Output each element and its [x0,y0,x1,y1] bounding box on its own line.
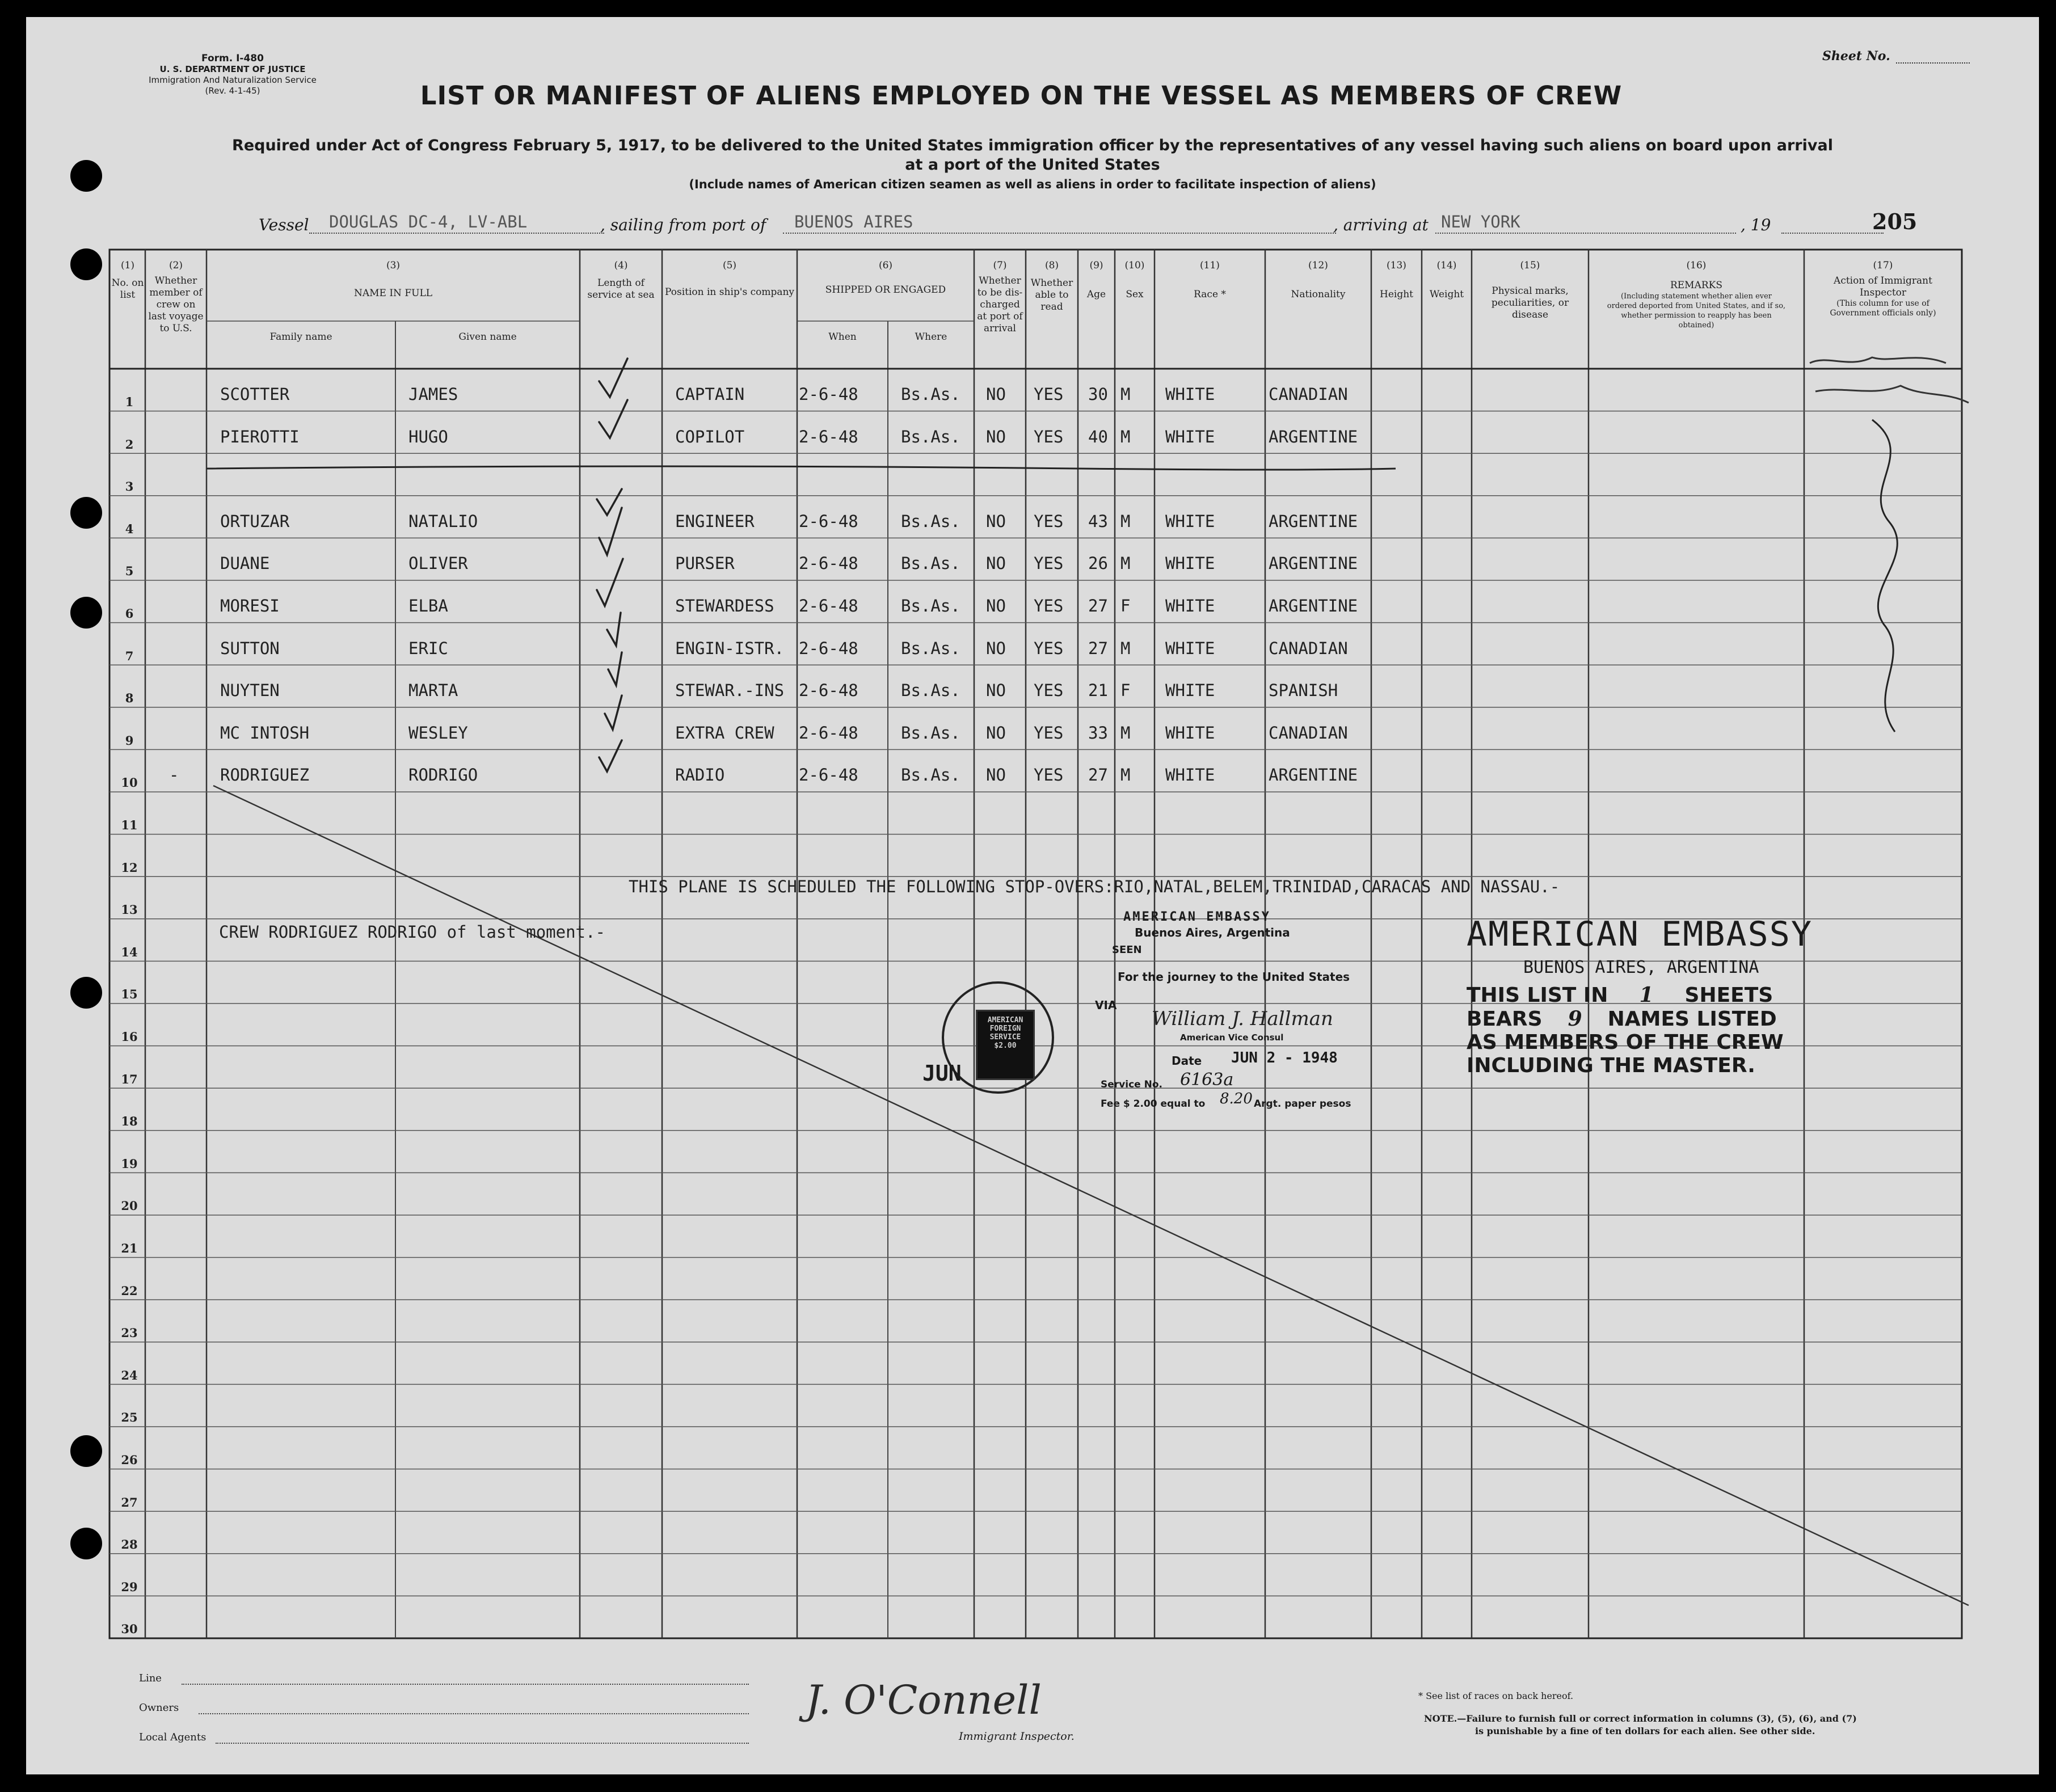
crew-family-name: DUANE [220,554,270,574]
vessel-label: Vessel [259,216,309,234]
visa-stamp-line-2: Buenos Aires, Argentina [1135,926,1290,939]
row-number: 22 [121,1283,138,1298]
subtitle-line-2: at a port of the United States [905,156,1160,174]
row-number: 6 [125,606,134,621]
crew-shipped-when: 2-6-48 [799,638,858,658]
crew-sex: M [1120,723,1131,743]
crew-discharged: NO [986,638,1006,658]
crew-shipped-when: 2-6-48 [799,385,858,404]
row-number: 1 [125,395,134,409]
form-dept: U. S. DEPARTMENT OF JUSTICE [159,64,306,74]
crew-nationality: ARGENTINE [1269,427,1358,446]
crew-family-name: MORESI [220,596,280,615]
footer-owners-label: Owners [139,1702,179,1714]
col-9-number: (9) [1089,260,1103,271]
crew-nationality: ARGENTINE [1269,765,1358,785]
col-15-header [1473,260,1587,321]
visa-fee: Fee $ 2.00 equal to [1101,1098,1206,1110]
footer-line-label: Line [139,1672,162,1684]
visa-fee-tail: Argt. paper pesos [1254,1098,1351,1110]
visa-stamp-line-3: SEEN [1112,944,1142,956]
row-number: 7 [125,648,134,663]
row-number: 29 [121,1579,138,1594]
crew-able-to-read: YES [1034,427,1064,446]
vessel-value: DOUGLAS DC-4, LV-ABL [329,212,528,231]
crew-race: WHITE [1165,638,1215,658]
embassy-stamp-line-4a: BEARS [1467,1007,1543,1031]
crew-age: 33 [1088,723,1108,743]
col-3-header [207,260,580,300]
col-3a-header: Family name [269,331,332,343]
col-8-label: Whether able to read [1030,277,1073,313]
col-16-sublabel: (Including statement whether alien ever ordered deported from United States, and if so, whether permission to reapply has been obtained) [1607,292,1786,330]
crew-shipped-where: Bs.As. [901,681,960,701]
stamp-number: 205 [1872,209,1918,234]
embassy-stamp-line-1: AMERICAN EMBASSY [1467,914,1813,954]
page-title: LIST OR MANIFEST OF ALIENS EMPLOYED ON THE VESSEL AS MEMBERS OF CREW [420,81,1623,111]
crew-sex: M [1120,427,1131,446]
footer-agents-rule [216,1743,749,1744]
row-number: 3 [125,479,134,494]
visa-signer: William J. Hallman [1152,1007,1333,1030]
crew-discharged: NO [986,681,1006,701]
crew-position: EXTRA CREW [675,723,774,743]
col-14-number: (14) [1436,260,1457,271]
crew-position: STEWAR.-INS [675,681,785,701]
crew-sex: M [1120,765,1131,785]
row-number: 8 [125,691,134,706]
col-6a-header: When [828,331,857,343]
crew-able-to-read: YES [1034,385,1064,404]
form-service: Immigration And Naturalization Service [149,75,317,85]
crew-sex: M [1120,511,1131,531]
row-number: 23 [121,1326,138,1340]
col-12-number: (12) [1308,260,1328,271]
row-number: 16 [121,1030,138,1044]
visa-service-label: Service No. [1101,1079,1162,1090]
crew-shipped-when: 2-6-48 [799,596,858,615]
embassy-stamp-names: 9 [1568,1007,1582,1031]
row-number: 5 [125,564,134,579]
year-label: , 19 [1741,216,1771,234]
footer-note-2: NOTE.—Failure to furnish full or correct information in columns (3), (5), (6), and (7) [1424,1713,1857,1724]
crew-race: WHITE [1165,385,1215,404]
embassy-stamp-sheets: 1 [1639,983,1654,1007]
crew-given-name: NATALIO [408,511,478,531]
row-number: 21 [121,1241,138,1255]
row-number: 4 [125,521,134,536]
col-11-header [1156,260,1264,301]
form-number: Form. I-480 [201,53,264,64]
crew-shipped-where: Bs.As. [901,511,960,531]
footer-owners-rule [199,1713,749,1714]
row-number: 18 [121,1114,138,1129]
crew-able-to-read: YES [1034,638,1064,658]
crew-family-name: SUTTON [220,638,280,658]
crew-given-name: HUGO [408,427,448,446]
crew-discharged: NO [986,427,1006,446]
visa-service-no: 6163a [1180,1070,1234,1090]
crew-race: WHITE [1165,765,1215,785]
crew-race: WHITE [1165,427,1215,446]
col-16-header [1590,260,1803,330]
col-17-number: (17) [1873,260,1893,271]
crew-shipped-when: 2-6-48 [799,765,858,785]
footer-agents-label: Local Agents [139,1731,207,1743]
row-number: 24 [121,1368,138,1382]
col-7-number: (7) [993,260,1007,271]
row-number: 12 [121,860,138,875]
crew-race: WHITE [1165,681,1215,701]
crew-family-name: ORTUZAR [220,511,290,531]
embassy-stamp-line-3c: SHEETS [1684,984,1773,1007]
crew-shipped-when: 2-6-48 [799,554,858,574]
crew-shipped-when: 2-6-48 [799,427,858,446]
footer-line-rule [182,1684,749,1685]
embassy-stamp-line-2: BUENOS AIRES, ARGENTINA [1523,958,1759,977]
crew-shipped-where: Bs.As. [901,427,960,446]
col-2-number: (2) [168,260,183,271]
row-number: 25 [121,1410,138,1425]
col-17-header [1805,260,1961,318]
col-16-number: (16) [1686,260,1707,271]
crew-family-name: PIEROTTI [220,427,300,446]
stopovers-note: THIS PLANE IS SCHEDULED THE FOLLOWING STOP-OVERS:RIO,NATAL,BELEM,TRINIDAD,CARACAS AND NASSAU.- [629,877,1560,896]
crew-given-name: WESLEY [408,723,468,743]
row-number: 17 [121,1072,138,1086]
embassy-stamp-line-4c: NAMES LISTED [1607,1007,1777,1031]
revenue-stamp [976,1010,1035,1080]
crew-age: 27 [1088,765,1108,785]
col-12-header [1266,260,1370,301]
crew-discharged: NO [986,385,1006,404]
col-3-label: NAME IN FULL [353,288,433,299]
row-number: 28 [121,1537,138,1552]
footer-note-1: * See list of races on back hereof. [1418,1690,1574,1701]
crew-nationality: CANADIAN [1269,385,1348,404]
crew-shipped-where: Bs.As. [901,385,960,404]
crew-position: PURSER [675,554,735,574]
visa-stamp-line-1: AMERICAN EMBASSY [1123,910,1271,924]
crew-discharged: NO [986,554,1006,574]
crew-race: WHITE [1165,596,1215,615]
col-16-label: REMARKS [1670,280,1723,291]
crew-nationality: SPANISH [1269,681,1338,701]
col-7-label: Whether to be dis-charged at port of arrival [977,275,1023,334]
embassy-stamp-line-4 [1467,1007,1898,1031]
visa-fee-value: 8.20 [1220,1090,1253,1107]
crew-given-name: ELBA [408,596,448,615]
col-1-label: No. on list [111,277,144,301]
crew-shipped-when: 2-6-48 [799,723,858,743]
crew-shipped-where: Bs.As. [901,596,960,615]
crew-position: COPILOT [675,427,745,446]
col-17-sublabel: (This column for use of Government officials only) [1830,299,1936,318]
col-14-label: Weight [1429,289,1464,300]
col-4-label: Length of service at sea [587,277,655,301]
col-1-number: (1) [120,260,135,271]
col-11-number: (11) [1200,260,1220,271]
col-11-label: Race * [1194,289,1226,300]
crew-shipped-where: Bs.As. [901,765,960,785]
crew-race: WHITE [1165,511,1215,531]
col-6-label: SHIPPED OR ENGAGED [825,284,946,296]
crew-nationality: ARGENTINE [1269,596,1358,615]
row-number: 19 [121,1156,138,1171]
row-number: 26 [121,1453,138,1467]
col-3-number: (3) [386,260,401,271]
crew-nationality: CANADIAN [1269,638,1348,658]
sailing-value: BUENOS AIRES [794,212,913,231]
col-4-number: (4) [614,260,628,271]
inspector-signature: J. O'Connell [806,1677,1042,1723]
subtitle-line-3: (Include names of American citizen seamen as well as aliens in order to facilitate inspection of aliens) [689,178,1376,191]
col-5-number: (5) [722,260,737,271]
col-4-header [581,260,661,301]
subtitle-line-1: Required under Act of Congress February 5, 1917, to be delivered to the United States immigration officer by the representatives of any vessel having such aliens on board upon arrival [232,137,1833,154]
embassy-stamp-line-3a: THIS LIST IN [1467,984,1608,1007]
col-6b-header: Where [915,331,947,343]
row-number: 13 [121,903,138,917]
crew-given-name: JAMES [408,385,458,404]
row-number: 27 [121,1495,138,1510]
col-5-label: Position in ship's company [664,286,795,298]
crew-shipped-where: Bs.As. [901,723,960,743]
crew-sex: F [1120,596,1131,615]
visa-signer-title: American Vice Consul [1180,1032,1284,1043]
col-10-label: Sex [1126,289,1144,300]
col-8-header [1027,260,1077,313]
form-rev: (Rev. 4-1-45) [205,86,260,96]
crew-position: ENGINEER [675,511,755,531]
crew-nationality: ARGENTINE [1269,554,1358,574]
crew-able-to-read: YES [1034,723,1064,743]
row-number: 30 [121,1622,138,1637]
row-number: 14 [121,945,138,959]
crew-shipped-where: Bs.As. [901,638,960,658]
col-17-label: Action of Immigrant Inspector [1834,275,1932,298]
col-13-label: Height [1380,289,1413,300]
col-10-header [1116,260,1153,301]
crew-position: RADIO [675,765,725,785]
visa-stamp-line-4: For the journey to the United States [1118,970,1350,984]
col-10-number: (10) [1124,260,1145,271]
crew-able-to-read: YES [1034,681,1064,701]
footer-note-3: is punishable by a fine of ten dollars for each alien. See other side. [1475,1726,1815,1736]
row-number: 11 [121,818,138,832]
visa-stamp-line-5: VIA [1095,998,1117,1012]
crew-able-to-read: YES [1034,596,1064,615]
col-7-header [975,260,1025,335]
embassy-stamp-line-5: AS MEMBERS OF THE CREW [1467,1031,1784,1054]
col-5-header [663,260,796,298]
crew-nationality: ARGENTINE [1269,511,1358,531]
row-number: 15 [121,987,138,1002]
crew-age: 27 [1088,638,1108,658]
crew-sex: F [1120,681,1131,701]
crew-age: 27 [1088,596,1108,615]
crew-given-name: MARTA [408,681,458,701]
crew-given-name: ERIC [408,638,448,658]
visa-date-label: Date [1172,1054,1202,1068]
crew-age: 43 [1088,511,1108,531]
col-1-header [111,260,144,301]
crew-shipped-when: 2-6-48 [799,681,858,701]
inspector-label: Immigrant Inspector. [959,1730,1075,1743]
crew-discharged: NO [986,511,1006,531]
row-number: 20 [121,1199,138,1213]
row-number: 9 [125,733,134,748]
embassy-stamp [1467,914,1898,1077]
crew-nationality: CANADIAN [1269,723,1348,743]
crew-sex: M [1120,554,1131,574]
crew-family-name: MC INTOSH [220,723,310,743]
visa-stamp [922,908,1373,1118]
crew-race: WHITE [1165,723,1215,743]
row-number: 10 [121,775,138,790]
embassy-stamp-line-6: INCLUDING THE MASTER. [1467,1054,1755,1077]
col-14-header [1423,260,1471,301]
crew-given-name: RODRIGO [408,765,478,785]
crew-family-name: NUYTEN [220,681,280,701]
col-8-number: (8) [1044,260,1059,271]
crew-able-to-read: YES [1034,765,1064,785]
col-13-header [1372,260,1421,301]
crew-shipped-where: Bs.As. [901,554,960,574]
crew-age: 30 [1088,385,1108,404]
crew-position: STEWARDESS [675,596,774,615]
round-seal-text: JUN [922,1061,962,1086]
crew-sex: M [1120,385,1131,404]
arriving-label: , arriving at [1333,216,1429,234]
crew-given-name: OLIVER [408,554,468,574]
arriving-value: NEW YORK [1441,212,1520,231]
embassy-stamp-line-3 [1467,983,1898,1007]
crew-family-name: SCOTTER [220,385,290,404]
sailing-label: , sailing from port of [600,216,766,234]
col-2-label: Whether member of crew on last voyage to U.S. [148,275,204,334]
crew-family-name: RODRIGUEZ [220,765,310,785]
row-number: 2 [125,437,134,452]
col-6-number: (6) [878,260,893,271]
revenue-stamp-text: AMERICAN FOREIGN SERVICE $2.00 [987,1016,1023,1050]
crew-age: 40 [1088,427,1108,446]
col-6-header [797,260,974,296]
crew-age: 21 [1088,681,1108,701]
col-12-label: Nationality [1291,289,1346,300]
crew-race: WHITE [1165,554,1215,574]
crew-discharged: NO [986,765,1006,785]
col-9-label: Age [1086,289,1106,300]
crew-position: ENGIN-ISTR. [675,638,785,658]
crew-position: CAPTAIN [675,385,745,404]
crew-discharged: NO [986,723,1006,743]
crew-able-to-read: YES [1034,511,1064,531]
col-15-label: Physical marks, peculiarities, or disease [1491,285,1569,321]
crew-note: CREW RODRIGUEZ RODRIGO of last moment.- [219,922,605,942]
col-15-number: (15) [1520,260,1540,271]
crew-able-to-read: YES [1034,554,1064,574]
visa-date: JUN 2 - 1948 [1231,1049,1338,1066]
crew-last-voyage-mark: - [169,765,179,785]
col-13-number: (13) [1387,260,1406,271]
crew-sex: M [1120,638,1131,658]
crew-discharged: NO [986,596,1006,615]
crew-age: 26 [1088,554,1108,574]
col-2-header [146,260,205,335]
sheet-label: Sheet No. [1822,49,1890,64]
col-3b-header: Given name [458,331,517,343]
crew-shipped-when: 2-6-48 [799,511,858,531]
col-9-header [1079,260,1114,301]
